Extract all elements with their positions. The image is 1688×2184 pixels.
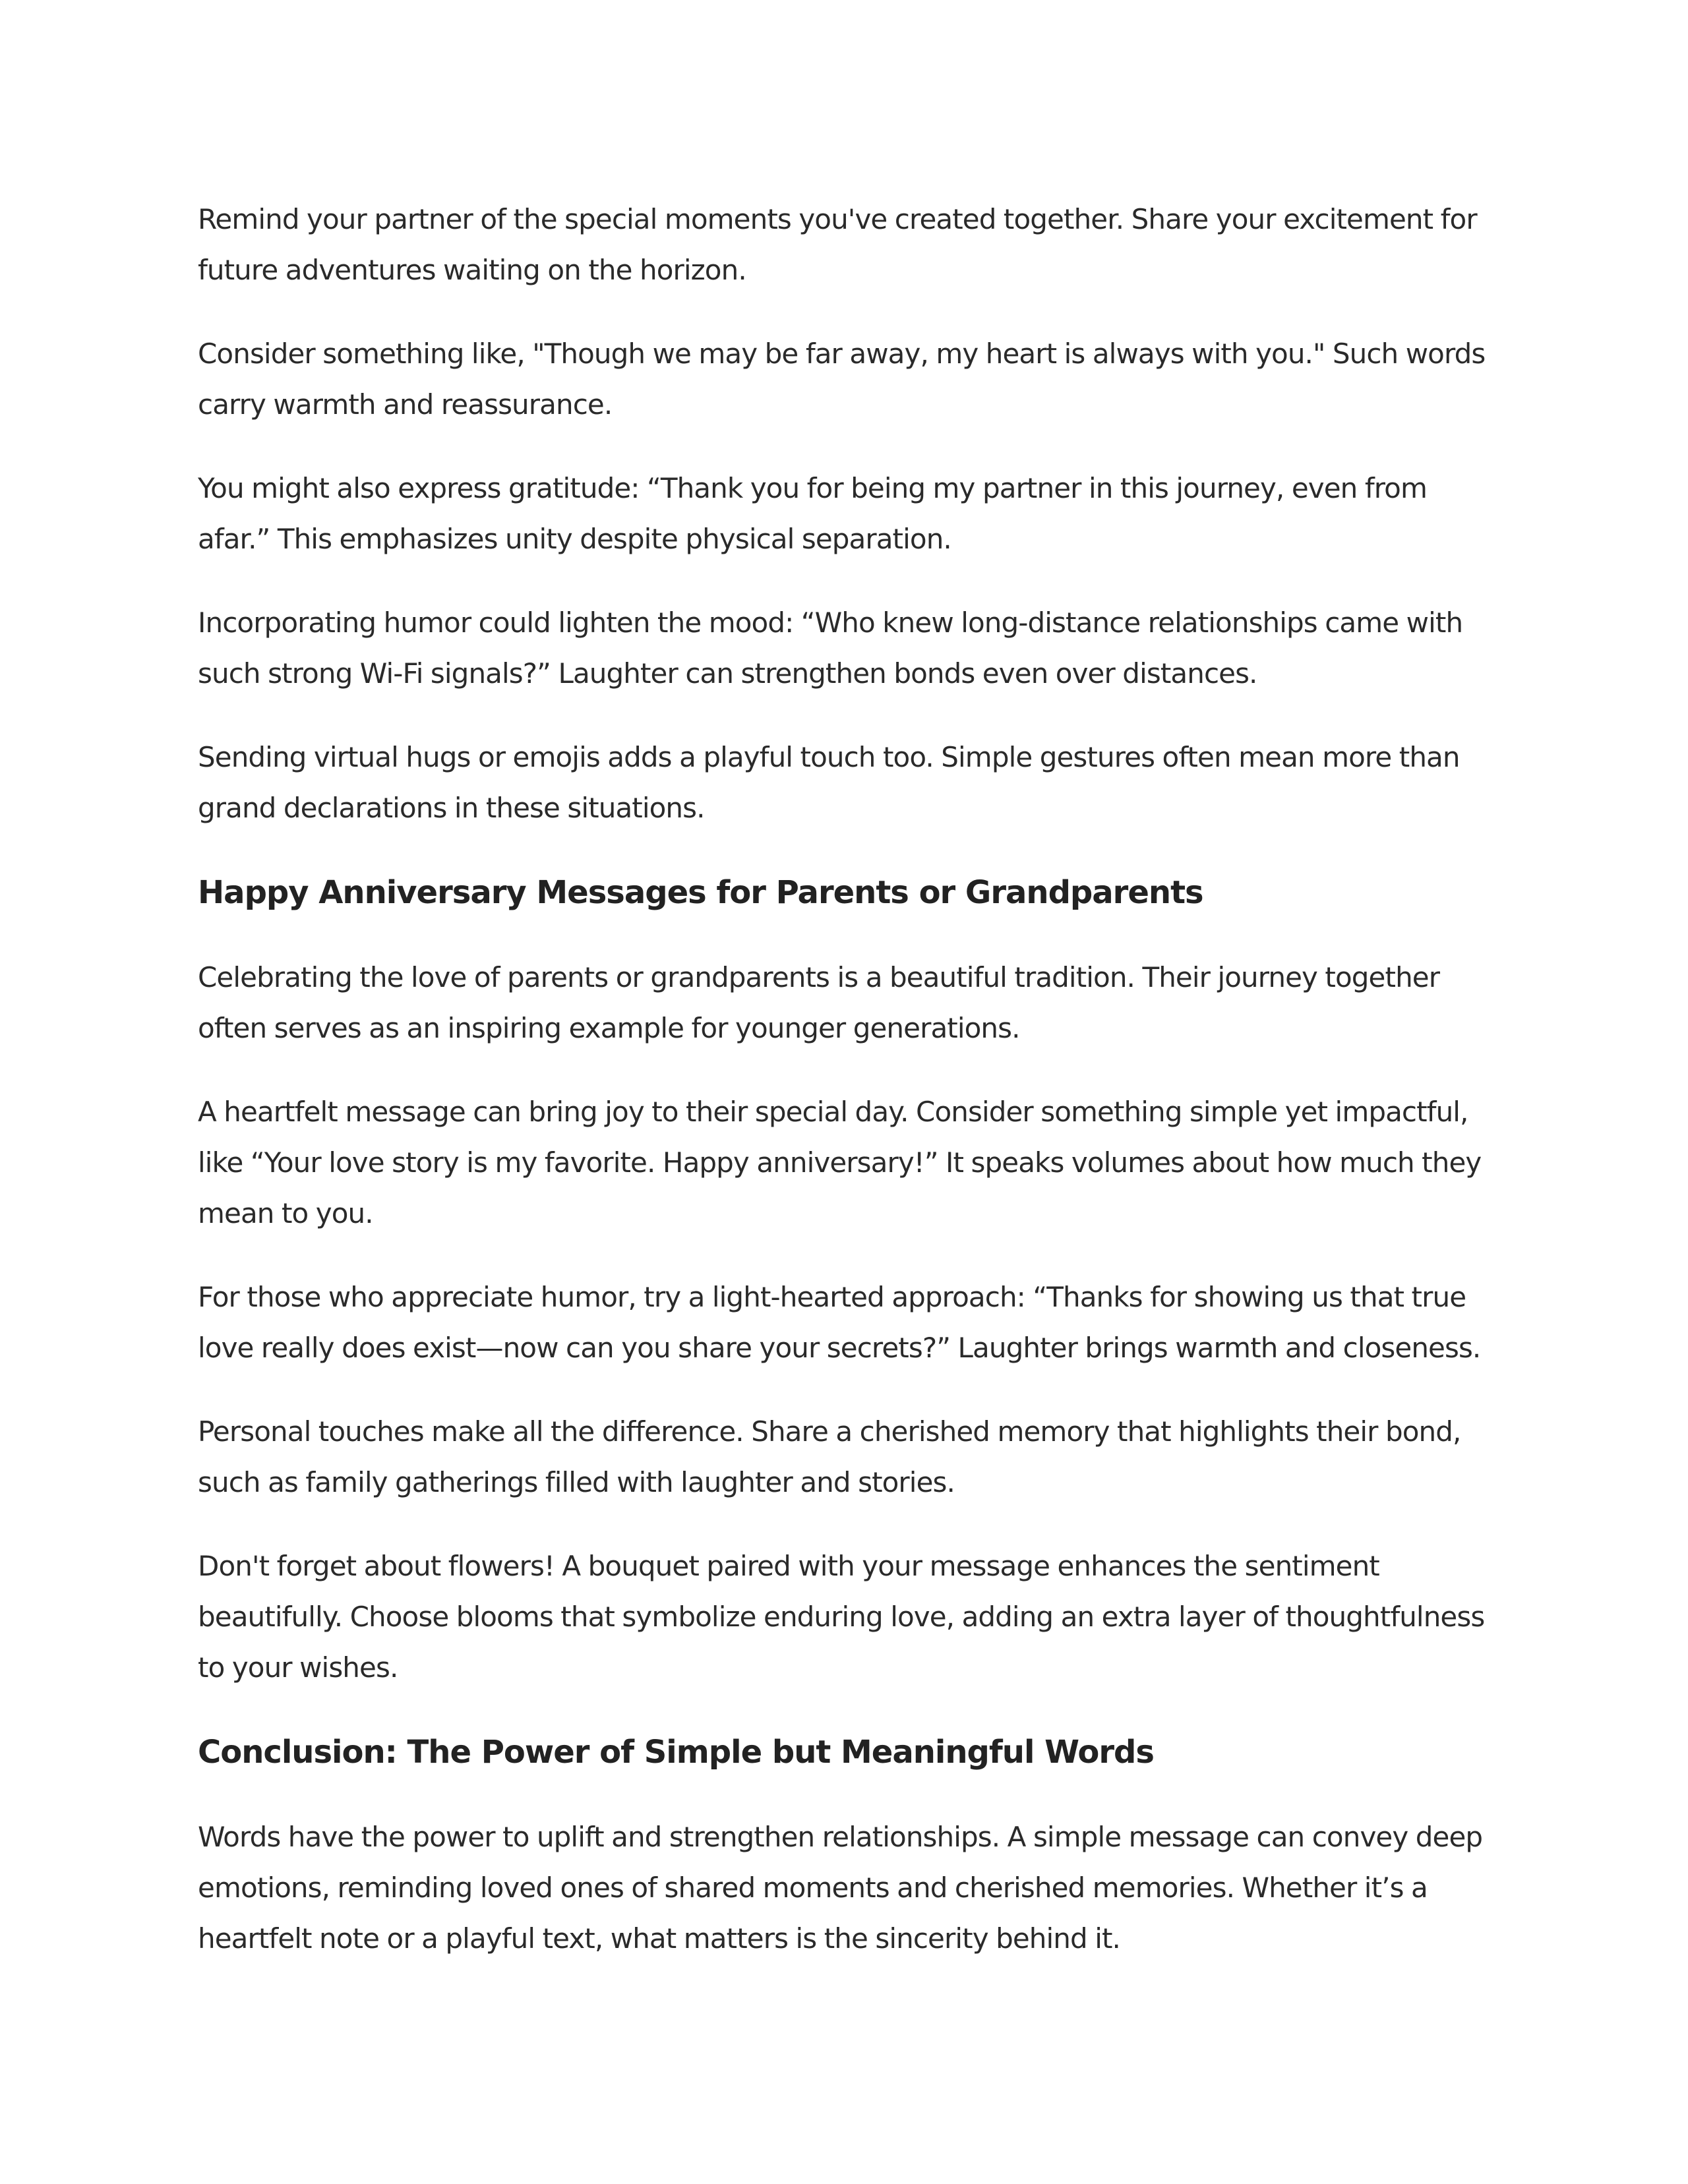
paragraph-humor: Incorporating humor could lighten the mood: “Who knew long-distance relationships came with such strong Wi-Fi signals?” Laughter can strengthen bonds even over distances. [198, 606, 1463, 690]
section-heading-conclusion: Conclusion: The Power of Simple but Meaningful Words [198, 1734, 1154, 1771]
paragraph-conclusion: Words have the power to uplift and strengthen relationships. A simple message can convey deep emotions, reminding loved ones of shared moments and cherished memories. Whether it’s a heartfelt note or a playful text, what matters is the sincerity behind it. [198, 1821, 1483, 1955]
section-heading-parents: Happy Anniversary Messages for Parents or Grandparents [198, 874, 1203, 911]
paragraph-heartfelt-message: A heartfelt message can bring joy to their special day. Consider something simple yet impactful, like “Your love story is my favorite. Happy anniversary!” It speaks volumes about how much they mean to you. [198, 1096, 1482, 1229]
paragraph-special-moments: Remind your partner of the special moments you've created together. Share your excitement for future adventures waiting on the horizon. [198, 203, 1477, 286]
paragraph-far-away: Consider something like, "Though we may be far away, my heart is always with you." Such words carry warmth and reassurance. [198, 338, 1486, 421]
article-body [198, 194, 1490, 1997]
paragraph-light-hearted: For those who appreciate humor, try a light-hearted approach: “Thanks for showing us that true love really does exist—now can you share your secrets?” Laughter brings warmth and closeness. [198, 1281, 1481, 1364]
paragraph-flowers: Don't forget about flowers! A bouquet paired with your message enhances the sentiment beautifully. Choose blooms that symbolize enduring love, adding an extra layer of thoughtfulness to your wishes. [198, 1550, 1485, 1684]
paragraph-personal-touches: Personal touches make all the difference. Share a cherished memory that highlights their bond, such as family gatherings filled with laughter and stories. [198, 1415, 1461, 1498]
paragraph-virtual-hugs: Sending virtual hugs or emojis adds a playful touch too. Simple gestures often mean more than grand declarations in these situations. [198, 741, 1460, 824]
paragraph-celebrating: Celebrating the love of parents or grandparents is a beautiful tradition. Their journey together often serves as an inspiring example for younger generations. [198, 961, 1440, 1044]
paragraph-gratitude: You might also express gratitude: “Thank you for being my partner in this journey, even from afar.” This emphasizes unity despite physical separation. [198, 472, 1427, 555]
